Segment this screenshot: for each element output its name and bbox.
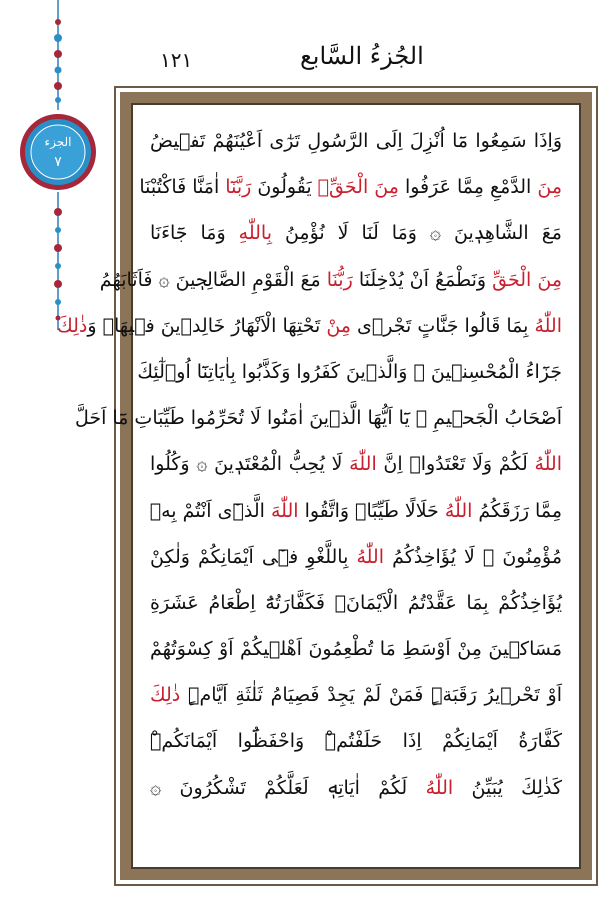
text-segment: وَنَطْمَعُ اَنْ يُدْخِلَنَا — [352, 268, 493, 291]
text-line — [150, 765, 562, 811]
text-segment: مَسَاكٖينَ مِنْ اَوْسَطِ مَا تُطْعِمُونَ اَهْلٖيكُمْ اَوْ كِسْوَتُهُمْ — [150, 638, 562, 661]
text-segment: يُؤَاخِذُكُمْ بِمَا عَقَّدْتُمُ الْاَيْمَانَۚ فَكَفَّارَتُهُٓ اِطْعَامُ عَشَرَةِ — [150, 591, 562, 614]
text-line — [74, 395, 562, 441]
highlighted-word: اللّٰهُ — [444, 499, 473, 522]
page-header — [120, 40, 580, 80]
highlighted-word: بِاللّٰهِ — [238, 222, 272, 245]
text-segment: كَذٰلِكَ يُبَيِّنُ — [453, 776, 562, 799]
text-segment: كَفَّارَةُ اَيْمَانِكُمْ اِذَا حَلَفْتُمْۜ وَاحْفَظُٓوا اَيْمَانَكُمْۜ — [150, 730, 562, 753]
text-segment: جَزَٓاءُ الْمُحْسِنٖينَ ۞ وَالَّذٖينَ كَفَرُوا وَكَذَّبُوا بِاٰيَاتِنَٓا اُو۬لٰٓئِكَ — [137, 360, 562, 383]
text-line — [150, 580, 562, 626]
text-segment: الَّذٖٓى اَنْتُمْ بِهٖ — [149, 499, 271, 522]
text-segment: يَقُولُونَ — [251, 176, 318, 199]
text-segment: بِاللَّغْوِ فٖٓى اَيْمَانِكُمْ وَلٰكِنْ — [150, 545, 357, 568]
text-segment: حَلَالًا طَيِّبًاۖ وَاتَّقُوا — [298, 499, 445, 522]
juz-number: ٧ — [54, 154, 62, 170]
highlighted-word: اللّٰهُ — [425, 776, 454, 799]
text-segment: اَصْحَابُ الْجَحٖيمِ ۞ يَٓا اَيُّهَا الَّذٖينَ اٰمَنُوا لَا تُحَرِّمُوا طَيِّبَاتِ مَٓا اَحَلَّ — [74, 407, 562, 430]
text-line — [150, 672, 562, 718]
margin-ornament — [0, 0, 115, 916]
highlighted-word: رَبَّنَٓا — [225, 176, 252, 199]
text-line — [139, 164, 562, 210]
text-segment: اٰمَنَّا فَاكْتُبْنَا — [139, 176, 226, 199]
text-line — [150, 626, 562, 672]
page-number: ١٢١ — [160, 48, 193, 72]
highlighted-word: اللّٰهَ — [270, 499, 299, 522]
juz-label: الجزء — [44, 135, 72, 149]
text-line — [99, 257, 562, 303]
text-line — [150, 118, 562, 164]
text-segment: مَعَ الشَّاهِدٖينَ ۞ وَمَا لَنَا لَا نُؤْمِنُ — [271, 222, 562, 245]
text-segment: مَعَ الْقَوْمِ الصَّالِحٖينَ ۞ فَاَثَابَهُمُ — [99, 268, 327, 291]
highlighted-word: اللّٰهُ — [534, 453, 562, 476]
highlighted-word: مِنْ — [326, 314, 351, 337]
text-segment: الدَّمْعِ مِمَّا عَرَفُوا — [398, 176, 538, 199]
text-segment: وَاِذَا سَمِعُوا مَٓا اُنْزِلَ اِلَى الرَّسُولِ تَرٰٓى اَعْيُنَهُمْ تَفٖيضُ — [150, 130, 562, 152]
text-segment: لَكُمْ اٰيَاتِهٖ لَعَلَّكُمْ تَشْكُرُونَ ۞ — [150, 776, 426, 799]
text-line — [150, 718, 562, 764]
text-segment: اَوْ تَحْرٖيرُ رَقَبَةٍۜ فَمَنْ لَمْ يَجِدْ فَصِيَامُ ثَلٰثَةِ اَيَّامٍۜ — [180, 684, 562, 707]
highlighted-word: مِنَ الْحَقِّ — [492, 268, 562, 291]
juz-title: الجُزءُ السَّابع — [300, 42, 424, 70]
text-line — [150, 210, 562, 256]
highlighted-word: ذٰلِكَ — [150, 684, 181, 707]
highlighted-word: ذٰلِكَ — [57, 314, 88, 337]
highlighted-word: اللّٰهُ — [356, 545, 384, 568]
text-line — [150, 488, 562, 534]
text-line — [150, 534, 562, 580]
text-segment: لَا يُحِبُّ الْمُعْتَدٖينَ ۞ وَكُلُوا — [150, 453, 350, 476]
highlighted-word: رَبُّنَا — [326, 268, 353, 291]
text-segment: مِمَّا رَزَقَكُمُ — [472, 499, 562, 522]
text-segment: مُؤْمِنُونَ ۞ لَا يُؤَاخِذُكُمُ — [384, 545, 562, 568]
text-segment: لَكُمْ وَلَا تَعْتَدُواۜ اِنَّ — [376, 453, 535, 476]
highlighted-word: مِنَ — [537, 176, 562, 199]
text-segment: بِمَا قَالُوا جَنَّاتٍ تَجْرٖى — [350, 314, 535, 337]
text-line — [150, 441, 562, 487]
highlighted-word: اللّٰهُ — [534, 314, 562, 337]
text-line — [137, 349, 562, 395]
text-segment: وَمَا جَٓاءَنَا — [150, 222, 239, 245]
text-segment: تَحْتِهَا الْاَنْهَارُ خَالِدٖينَ فٖيهَاۜ وَ — [87, 314, 327, 337]
text-line — [57, 303, 562, 349]
highlighted-word: اللّٰهَ — [349, 453, 377, 476]
highlighted-word: مِنَ الْحَقِّۚ — [317, 176, 399, 199]
juz-medallion — [20, 114, 96, 190]
